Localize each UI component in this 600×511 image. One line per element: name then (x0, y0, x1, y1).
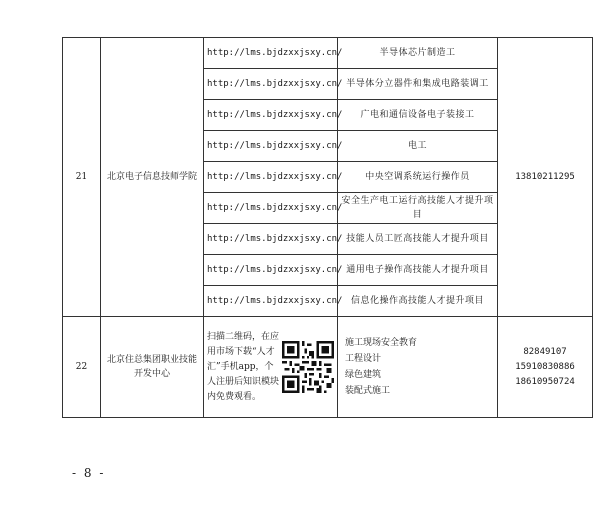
table-row (63, 38, 593, 69)
contact-phone: 15910830886 (515, 361, 575, 372)
course-name: 工程设计 (345, 354, 382, 364)
table-row (63, 317, 593, 418)
qr-code-icon[interactable] (282, 341, 334, 393)
course-name: 半导体分立器件和集成电路装调工 (338, 69, 498, 100)
organization-name: 北京电子信息技师学院 (101, 38, 204, 317)
course-name: 绿色建筑 (345, 370, 382, 380)
access-cell (204, 317, 338, 418)
access-instructions: 扫描二维码，在应用市场下载“人才汇”手机app，个人注册后知识模块内免费观看。 (207, 331, 280, 402)
course-name: 安全生产电工运行高技能人才提升项目 (338, 193, 498, 224)
course-url[interactable]: http://lms.bjdzxxjsxy.cn/ (204, 131, 338, 162)
course-name: 广电和通信设备电子装接工 (338, 100, 498, 131)
contact-phone-cell (498, 317, 593, 418)
course-url[interactable]: http://lms.bjdzxxjsxy.cn/ (204, 69, 338, 100)
organization-name: 北京住总集团职业技能开发中心 (101, 317, 204, 418)
contact-phone: 82849107 (523, 346, 567, 357)
course-name: 通用电子操作高技能人才提升项目 (338, 255, 498, 286)
course-name: 装配式施工 (345, 386, 391, 396)
contact-phone: 18610950724 (515, 376, 575, 387)
course-url[interactable]: http://lms.bjdzxxjsxy.cn/ (204, 38, 338, 69)
course-url[interactable]: http://lms.bjdzxxjsxy.cn/ (204, 162, 338, 193)
row-number: 21 (63, 38, 101, 317)
course-url[interactable]: http://lms.bjdzxxjsxy.cn/ (204, 255, 338, 286)
course-url[interactable]: http://lms.bjdzxxjsxy.cn/ (204, 286, 338, 317)
row-number: 22 (63, 317, 101, 418)
course-name: 中央空调系统运行操作员 (338, 162, 498, 193)
course-url[interactable]: http://lms.bjdzxxjsxy.cn/ (204, 100, 338, 131)
course-url[interactable]: http://lms.bjdzxxjsxy.cn/ (204, 193, 338, 224)
course-name: 信息化操作高技能人才提升项目 (338, 286, 498, 317)
course-table (62, 37, 593, 418)
course-name: 技能人员工匠高技能人才提升项目 (338, 224, 498, 255)
course-name: 施工现场安全教育 (345, 338, 418, 348)
course-list-cell (338, 317, 498, 418)
course-name: 半导体芯片制造工 (338, 38, 498, 69)
course-name: 电工 (338, 131, 498, 162)
course-url[interactable]: http://lms.bjdzxxjsxy.cn/ (204, 224, 338, 255)
page-number: - 8 - (72, 466, 106, 480)
contact-phone: 13810211295 (498, 38, 593, 317)
